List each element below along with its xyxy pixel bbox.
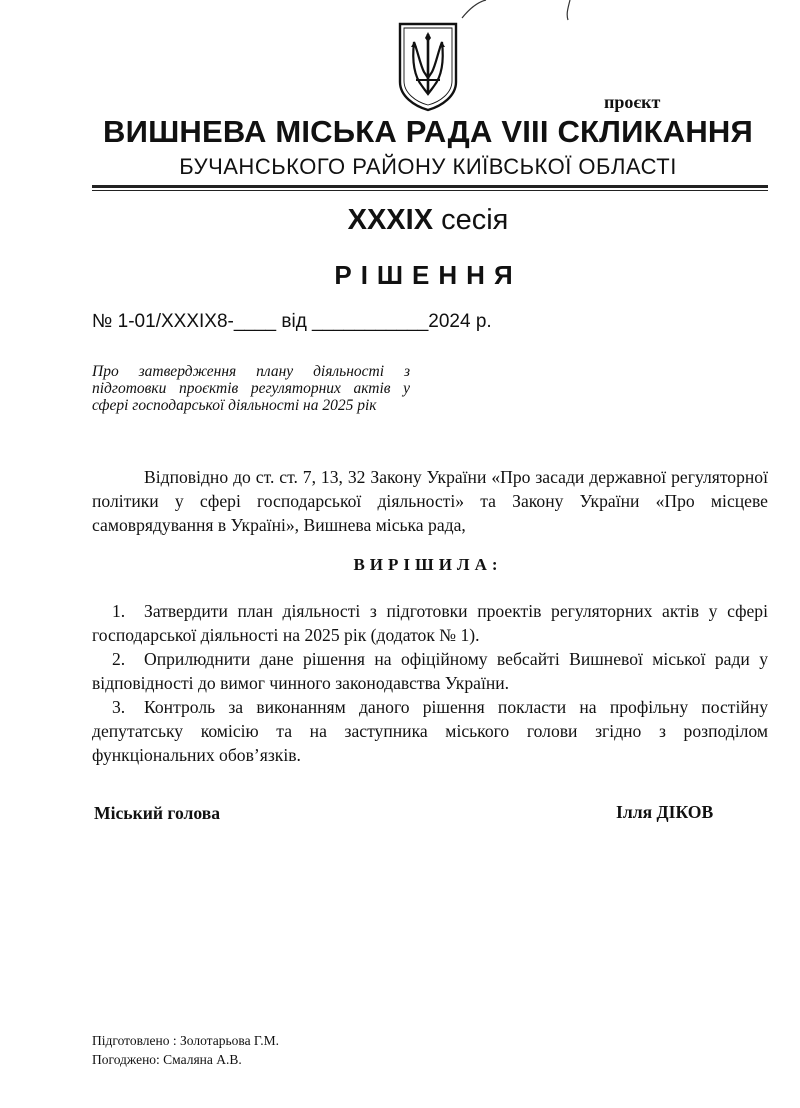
footer-notes — [92, 1031, 279, 1069]
agreed-by: Погоджено: Смаляна А.В. — [92, 1052, 242, 1067]
item-number: 3. — [112, 697, 126, 717]
signature-name: Ілля ДІКОВ — [616, 802, 714, 822]
resolution-item — [92, 695, 768, 767]
item-text: Контроль за виконанням даного рішення покласти на профільну постійну депутатську комісію та на заступника міського голови згідно з розподілом функціональних обов’язків. — [92, 697, 768, 765]
signature-title: Міський голова — [94, 803, 221, 823]
preamble-paragraph: Відповідно до ст. ст. 7, 13, 32 Закону України «Про засади державної регуляторної політики у сфері господарської діяльності» та Закону України «Про місцеве самоврядування в Україні», Вишнева міська рада, — [92, 467, 768, 535]
project-mark: проєкт — [604, 92, 661, 112]
prepared-by: Підготовлено : Золотарьова Г.М. — [92, 1033, 279, 1048]
session-number: XXXIX — [347, 204, 434, 236]
resolution-item — [92, 599, 768, 647]
header-rule-thick — [92, 185, 768, 188]
item-number: 1. — [112, 601, 126, 621]
session-title — [0, 204, 800, 237]
resolution-item — [92, 647, 768, 695]
session-word: сесія — [441, 204, 509, 236]
item-text: Оприлюднити дане рішення на офіційному вебсайті Вишневої міської ради у відповідності до вимог чинного законодавства України. — [92, 649, 768, 693]
council-name: ВИШНЕВА МІСЬКА РАДА VIII СКЛИКАННЯ — [103, 114, 753, 149]
header-rule-thin — [92, 190, 768, 191]
decision-title: РІШЕННЯ — [334, 260, 522, 290]
council-region: БУЧАНСЬКОГО РАЙОНУ КИЇВСЬКОЇ ОБЛАСТІ — [179, 154, 677, 179]
item-text: Затвердити план діяльності з підготовки проектів регуляторних актів у сфері господарської діяльності на 2025 рік (додаток № 1). — [92, 601, 768, 645]
coat-of-arms-icon — [396, 20, 460, 112]
resolved-heading: ВИРІШИЛА: — [353, 555, 503, 574]
decision-number-line: № 1-01/XXXIX8-____ від ___________2024 р. — [92, 311, 492, 332]
resolution-items — [92, 599, 768, 767]
item-number: 2. — [112, 649, 126, 669]
handwritten-mark — [440, 0, 600, 30]
decision-subject: Про затвердження плану діяльності з підготовки проєктів регуляторних актів у сфері господарської діяльності на 2025 рік — [92, 363, 410, 414]
